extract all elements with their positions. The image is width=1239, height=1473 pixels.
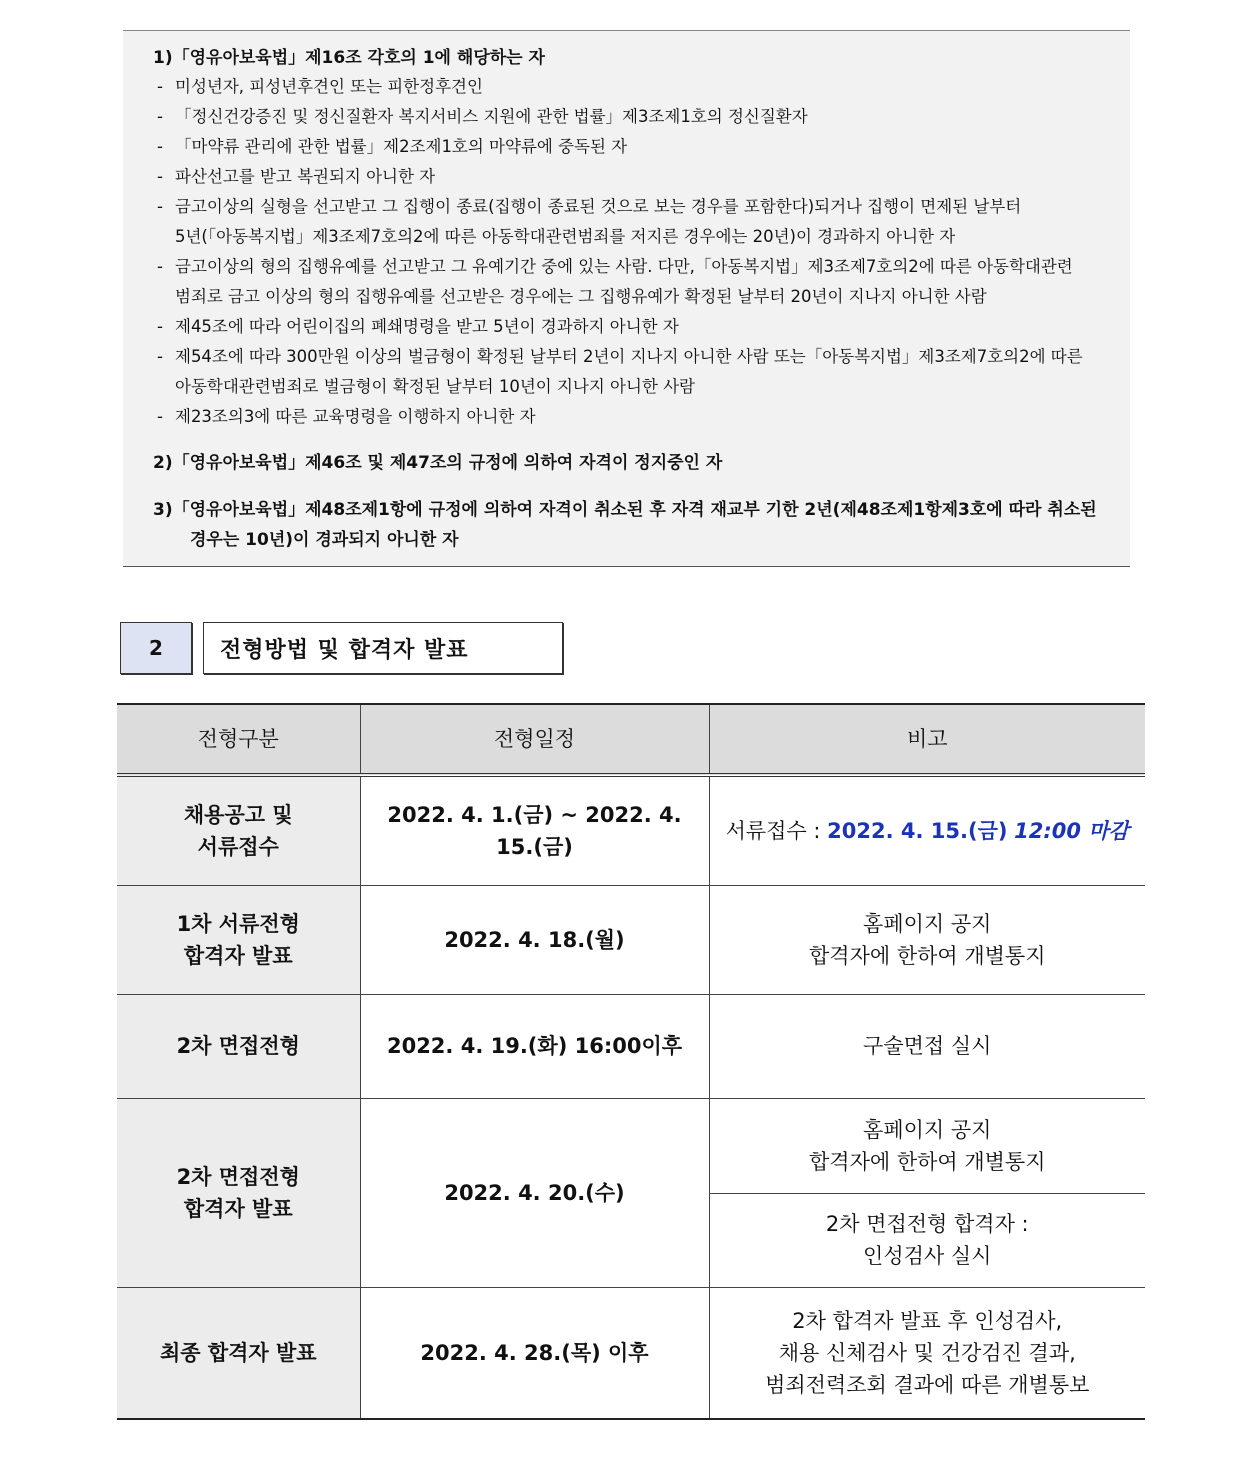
table-row xyxy=(117,994,1145,1098)
rule-item: - 금고이상의 형의 집행유예를 선고받고 그 유예기간 중에 있는 사람. 다만,「아동복지법」제3조제7호의2에 따른 아동학대관련 범죄로 금고 이상의 형의 집행유예를 선고받은 경우에는 그 집행유예가 확정된 날부터 20년이 지나지 아니한 사람 xyxy=(157,257,1073,306)
row-date: 2022. 4. 28.(목) 이후 xyxy=(360,1287,709,1419)
rule-heading-1: 1)「영유아보육법」제16조 각호의 1에 해당하는 자 xyxy=(153,48,545,68)
section-title: 전형방법 및 합격자 발표 xyxy=(203,622,563,674)
row-date: 2022. 4. 19.(화) 16:00이후 xyxy=(360,994,709,1098)
row-note: 2차 면접전형 합격자 : 인성검사 실시 xyxy=(709,1193,1145,1287)
rule-items-list xyxy=(157,72,1122,432)
rule-item: - 제45조에 따라 어린이집의 폐쇄명령을 받고 5년이 경과하지 아니한 자 xyxy=(157,317,679,336)
header-note: 비고 xyxy=(709,704,1145,775)
row-note: 서류접수 : 2022. 4. 15.(금) 12:00 마감 xyxy=(709,775,1145,885)
section-number: 2 xyxy=(120,622,192,674)
rule-item: - 파산선고를 받고 복권되지 아니한 자 xyxy=(157,167,436,186)
rule-item: - 금고이상의 실형을 선고받고 그 집행이 종료(집행이 종료된 것으로 보는 경우를 포함한다)되거나 집행이 면제된 날부터 5년(「아동복지법」제3조제7호의2에 따른 아동학대관련범죄를 저지른 경우에는 20년)이 경과하지 아니한 자 xyxy=(157,197,1022,246)
selection-schedule-table xyxy=(117,703,1145,1420)
row-category: 2차 면접전형 xyxy=(117,994,360,1098)
table-header-row xyxy=(117,704,1145,775)
row-date: 2022. 4. 20.(수) xyxy=(360,1098,709,1287)
row-date: 2022. 4. 1.(금) ~ 2022. 4. 15.(금) xyxy=(360,775,709,885)
rule-item: - 미성년자, 피성년후견인 또는 피한정후견인 xyxy=(157,77,483,96)
row-note: 2차 합격자 발표 후 인성검사, 채용 신체검사 및 건강검진 결과, 범죄전력조회 결과에 따른 개별통보 xyxy=(709,1287,1145,1419)
row-note: 홈페이지 공지 합격자에 한하여 개별통지 xyxy=(709,885,1145,994)
rule-heading-2: 2)「영유아보육법」제46조 및 제47조의 규정에 의하여 자격이 정지중인 자 xyxy=(153,453,723,473)
table-row xyxy=(117,1287,1145,1419)
row-category: 2차 면접전형 합격자 발표 xyxy=(117,1098,360,1287)
rule-item: - 「마약류 관리에 관한 법률」제2조제1호의 마약류에 중독된 자 xyxy=(157,137,628,156)
row-category: 채용공고 및 서류접수 xyxy=(117,775,360,885)
row-category: 최종 합격자 발표 xyxy=(117,1287,360,1419)
row-note: 구술면접 실시 xyxy=(709,994,1145,1098)
row-date: 2022. 4. 18.(월) xyxy=(360,885,709,994)
rule-heading-3: 3)「영유아보육법」제48조제1항에 규정에 의하여 자격이 취소된 후 자격 재교부 기한 2년(제48조제1항제3호에 따라 취소된 경우는 10년)이 경과되지 아니한 자 xyxy=(153,500,1097,550)
rule-item: - 제54조에 따라 300만원 이상의 벌금형이 확정된 날부터 2년이 지나지 아니한 사람 또는「아동복지법」제3조제7호의2에 따른 아동학대관련범죄로 벌금형이 확정된 날부터 10년이 지나지 아니한 사람 xyxy=(157,347,1083,396)
rule-item: - 「정신건강증진 및 정신질환자 복지서비스 지원에 관한 법률」제3조제1호의 정신질환자 xyxy=(157,107,808,126)
rule-item: - 제23조의3에 따른 교육명령을 이행하지 아니한 자 xyxy=(157,407,536,426)
disqualification-rules-box xyxy=(123,30,1130,567)
header-schedule: 전형일정 xyxy=(360,704,709,775)
header-category: 전형구분 xyxy=(117,704,360,775)
row-note: 홈페이지 공지 합격자에 한하여 개별통지 xyxy=(709,1098,1145,1193)
table-row xyxy=(117,775,1145,885)
table-row xyxy=(117,1098,1145,1193)
table-row xyxy=(117,885,1145,994)
row-category: 1차 서류전형 합격자 발표 xyxy=(117,885,360,994)
